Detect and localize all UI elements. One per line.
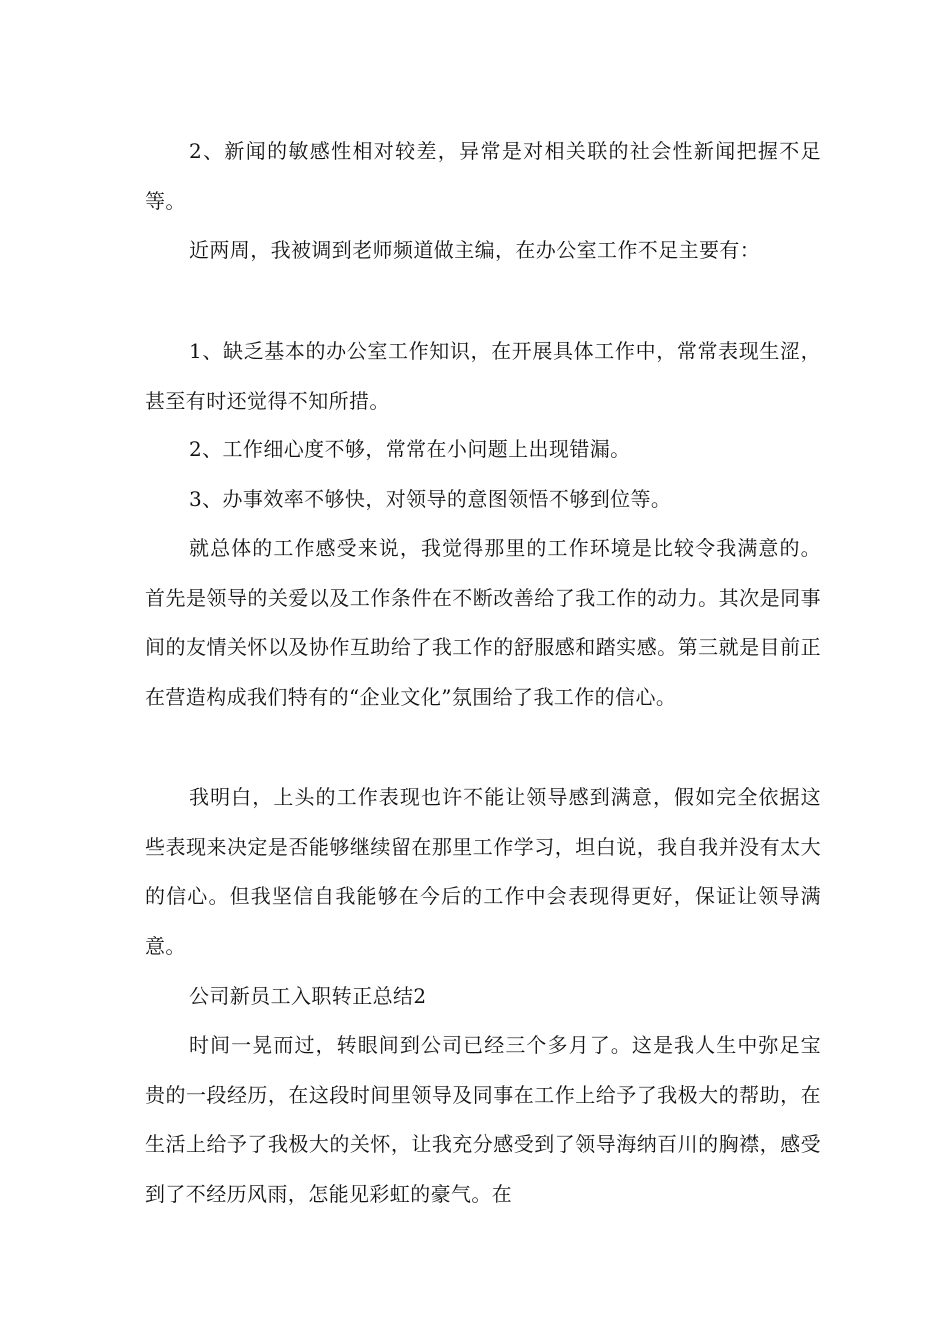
- paragraph-lack-knowledge: 1、缺乏基本的办公室工作知识，在开展具体工作中，常常表现生涩，甚至有时还觉得不知所措。: [145, 339, 821, 413]
- paragraph-overall-feeling: 就总体的工作感受来说，我觉得那里的工作环境是比较令我满意的。首先是领导的关爱以及工作条件在不断改善给了我工作的动力。其次是同事间的友情关怀以及协作互助给了我工作的舒服感和踏实感。第三就是目前正在营造构成我们特有的“企业文化”氛围给了我工作的信心。: [145, 536, 821, 710]
- paragraph-time-flies: 时间一晃而过，转眼间到公司已经三个多月了。这是我人生中弥足宝贵的一段经历，在这段时间里领导及同事在工作上给予了我极大的帮助，在生活上给予了我极大的关怀，让我充分感受到了领导海纳百川的胸襟，感受到了不经历风雨，怎能见彩虹的豪气。在: [145, 1033, 821, 1207]
- paragraph-news-sensitivity: 2、新闻的敏感性相对较差，异常是对相关联的社会性新闻把握不足等。: [145, 139, 821, 213]
- paragraph-self-assessment: 我明白，上头的工作表现也许不能让领导感到满意，假如完全依据这些表现来决定是否能够继续留在那里工作学习，坦白说，我自我并没有太大的信心。但我坚信自我能够在今后的工作中会表现得更好，保证让领导满意。: [145, 785, 821, 959]
- section-heading: 公司新员工入职转正总结2: [189, 984, 427, 1008]
- paragraph-efficiency: 3、办事效率不够快，对领导的意图领悟不够到位等。: [189, 487, 672, 511]
- paragraph-office-intro: 近两周，我被调到老师频道做主编，在办公室工作不足主要有：: [189, 238, 761, 262]
- paragraph-carefulness: 2、工作细心度不够，常常在小问题上出现错漏。: [189, 437, 631, 461]
